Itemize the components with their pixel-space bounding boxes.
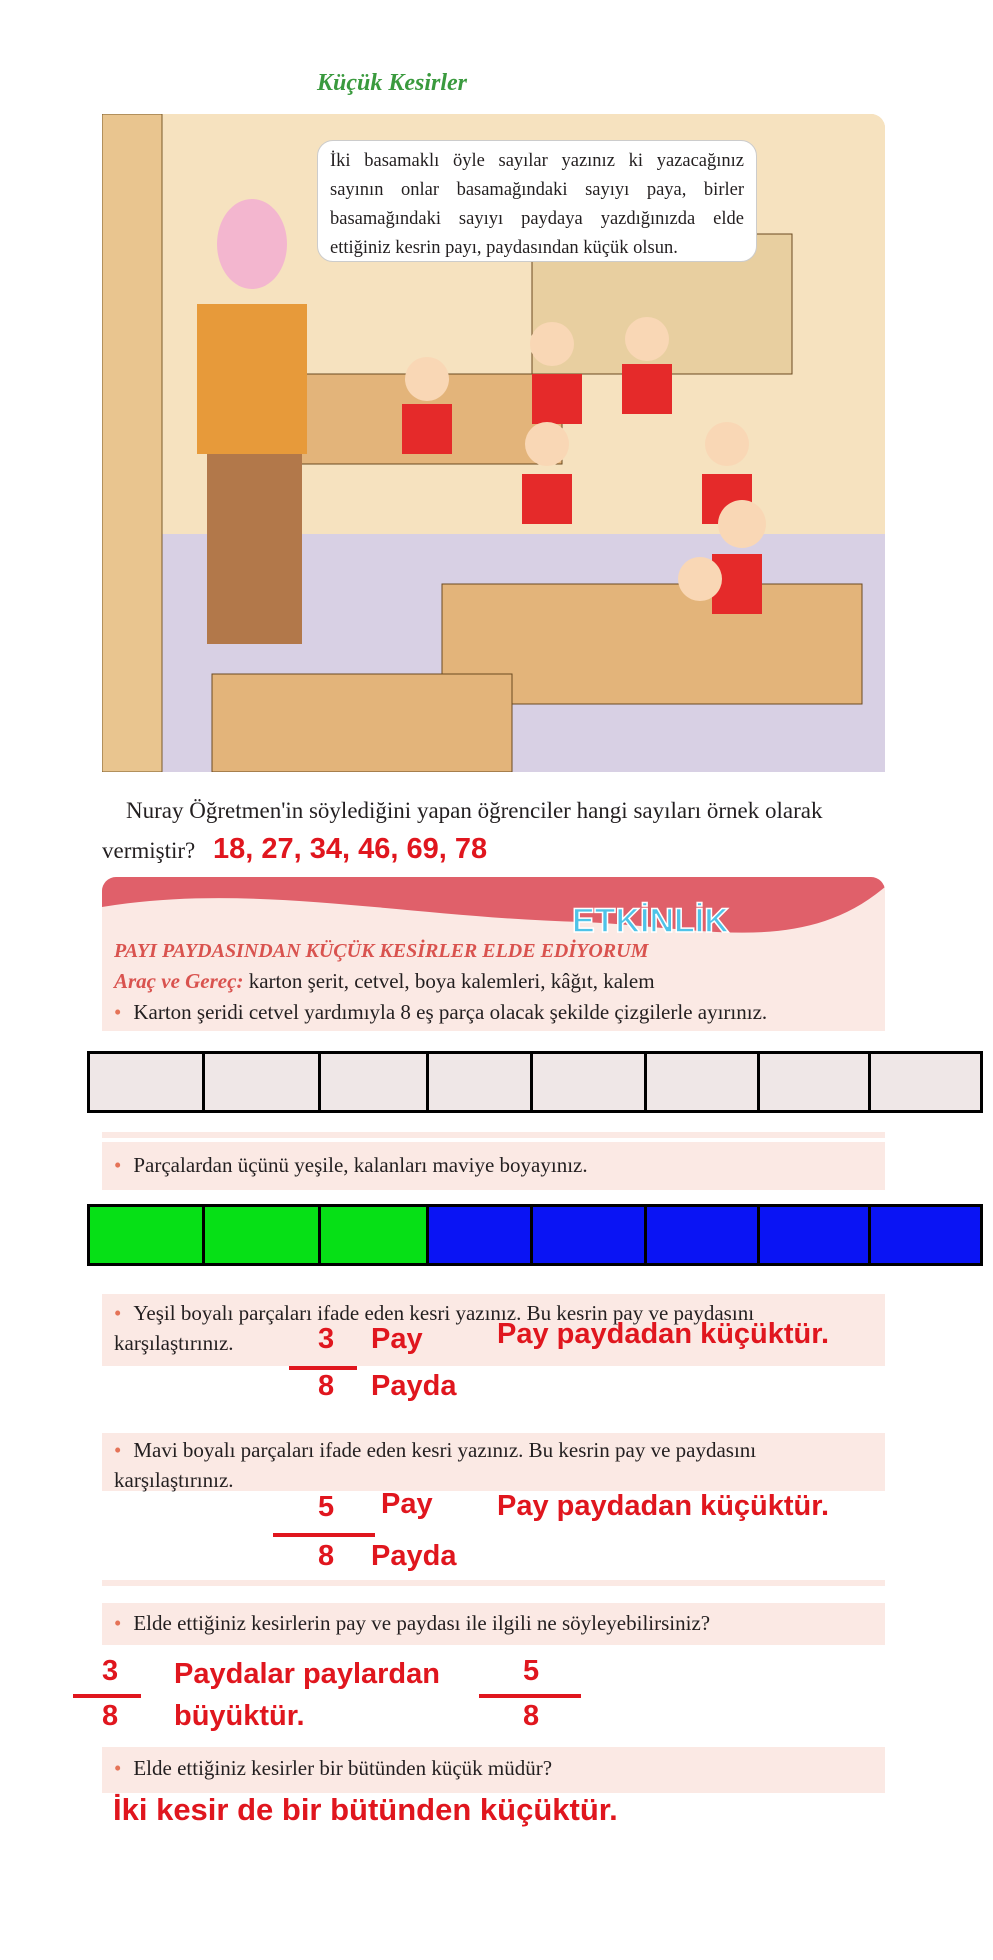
- blue-comment: Pay paydadan küçüktür.: [497, 1490, 830, 1522]
- green-den-label: Payda: [371, 1370, 457, 1402]
- step-1-text: Karton şeridi cetvel yardımıyla 8 eş parça olacak şekilde çizgilerle ayırınız.: [133, 1000, 768, 1024]
- empty-strip: [87, 1051, 983, 1113]
- activity-banner-text: ETKİNLİK: [572, 902, 729, 940]
- question: [102, 792, 892, 870]
- blue-numerator: 5: [318, 1491, 335, 1523]
- page-title: Küçük Kesirler: [317, 70, 468, 96]
- bullet-icon: •: [114, 1000, 122, 1024]
- step-6-text: Elde ettiğiniz kesirler bir bütünden küçük müdür?: [133, 1756, 553, 1780]
- green-comment: Pay paydadan küçüktür.: [497, 1318, 830, 1350]
- bullet-icon: •: [114, 1611, 122, 1635]
- compare-right-denominator: 8: [523, 1700, 540, 1732]
- colored-strip-part: [321, 1207, 429, 1263]
- fraction-bar: [73, 1694, 141, 1698]
- colored-strip-part: [647, 1207, 760, 1263]
- colored-strip-part: [533, 1207, 647, 1263]
- step-6: [114, 1753, 552, 1783]
- step-2-band: [102, 1142, 885, 1190]
- green-numerator: 3: [318, 1323, 335, 1355]
- speech-bubble: İki basamaklı öyle sayılar yazınız ki yazacağınız sayının onlar basamağındaki sayıyı paya, birler basamağındaki sayıyı paydaya yazdığınızda elde ettiğiniz kesrin payı, paydasından küçük olsun.: [317, 140, 757, 262]
- divider: [102, 1132, 885, 1138]
- compare-left-numerator: 3: [102, 1655, 119, 1687]
- strip-part: [429, 1054, 533, 1110]
- colored-strip-part: [90, 1207, 205, 1263]
- tools-label: Araç ve Gereç:: [114, 969, 244, 993]
- step-4: [114, 1435, 874, 1495]
- bullet-icon: •: [114, 1438, 122, 1462]
- step-2-text: Parçalardan üçünü yeşile, kalanları maviye boyayınız.: [133, 1153, 588, 1177]
- blue-num-label: Pay: [381, 1488, 433, 1520]
- fraction-bar: [273, 1533, 375, 1537]
- green-denominator: 8: [318, 1370, 335, 1402]
- step-3-text: Yeşil boyalı parçaları ifade eden kesri yazınız. Bu kesrin pay ve paydasını karşılaştırınız.: [114, 1301, 755, 1355]
- question-text: Nuray Öğretmen'in söylediğini yapan öğrenciler hangi sayıları örnek olarak vermiştir?: [102, 798, 823, 863]
- fraction-bar: [479, 1694, 581, 1698]
- strip-part: [871, 1054, 980, 1110]
- step-4-text: Mavi boyalı parçaları ifade eden kesri yazınız. Bu kesrin pay ve paydasını karşılaştırınız.: [114, 1438, 757, 1492]
- question-answer: 18, 27, 34, 46, 69, 78: [213, 833, 488, 865]
- step-1: [114, 997, 767, 1027]
- step-2: [114, 1150, 588, 1180]
- divider: [102, 1580, 885, 1586]
- blue-denominator: 8: [318, 1540, 335, 1572]
- compare-text-2: büyüktür.: [174, 1700, 305, 1732]
- colored-strip: [87, 1204, 983, 1266]
- bullet-icon: •: [114, 1153, 122, 1177]
- bullet-icon: •: [114, 1301, 122, 1325]
- step-5: [114, 1608, 710, 1638]
- compare-text-1: Paydalar paylardan: [174, 1658, 440, 1690]
- strip-part: [205, 1054, 321, 1110]
- colored-strip-part: [205, 1207, 321, 1263]
- step-5-band: [102, 1603, 885, 1645]
- activity-box: [102, 877, 885, 1031]
- activity-banner: [102, 877, 885, 947]
- activity-title: PAYI PAYDASINDAN KÜÇÜK KESİRLER ELDE EDİYORUM: [114, 940, 649, 962]
- colored-strip-part: [429, 1207, 533, 1263]
- compare-right-numerator: 5: [523, 1655, 540, 1687]
- compare-left-denominator: 8: [102, 1700, 119, 1732]
- green-num-label: Pay: [371, 1323, 423, 1355]
- strip-part: [760, 1054, 871, 1110]
- strip-part: [647, 1054, 760, 1110]
- step-6-band: [102, 1747, 885, 1793]
- tools-list: karton şerit, cetvel, boya kalemleri, kâğıt, kalem: [248, 969, 655, 993]
- bullet-icon: •: [114, 1756, 122, 1780]
- colored-strip-part: [760, 1207, 871, 1263]
- strip-part: [533, 1054, 647, 1110]
- blue-den-label: Payda: [371, 1540, 457, 1572]
- step-4-band: [102, 1433, 885, 1491]
- strip-part: [321, 1054, 429, 1110]
- step-5-text: Elde ettiğiniz kesirlerin pay ve paydası ile ilgili ne söyleyebilirsiniz?: [133, 1611, 711, 1635]
- colored-strip-part: [871, 1207, 980, 1263]
- activity-tools: [114, 969, 655, 994]
- whole-answer: İki kesir de bir bütünden küçüktür.: [113, 1792, 618, 1827]
- strip-part: [90, 1054, 205, 1110]
